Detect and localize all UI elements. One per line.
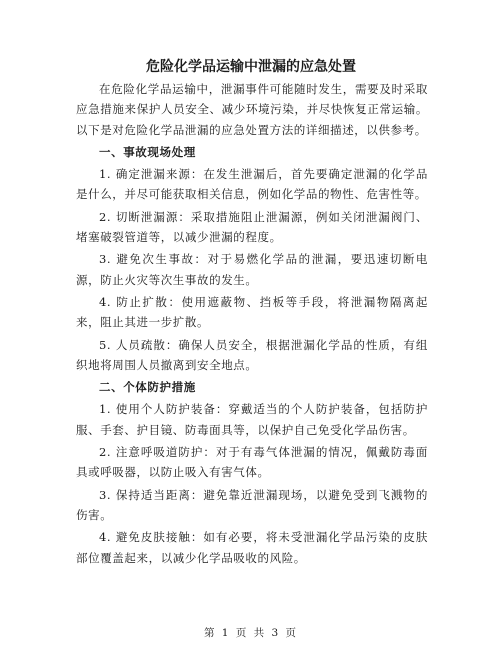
list-item: 3. 保持适当距离：避免靠近泄漏现场，以避免受到飞溅物的伤害。 [76, 487, 428, 522]
list-item: 4. 避免皮肤接触：如有必要，将未受泄漏化学品污染的皮肤部位覆盖起来，以减少化学品吸收的风险。 [76, 530, 428, 565]
list-item: 2. 注意呼吸道防护：对于有毒气体泄漏的情况，佩戴防毒面具或呼吸器，以防止吸入有害气体。 [76, 445, 428, 480]
list-item: 1. 使用个人防护装备：穿戴适当的个人防护装备，包括防护服、手套、护目镜、防毒面具等，以保护自己免受化学品伤害。 [76, 402, 428, 437]
page-footer: 第 1 页 共 3 页 [203, 627, 299, 639]
list-item: 5. 人员疏散：确保人员安全，根据泄漏化学品的性质，有组织地将周围人员撤离到安全地点。 [76, 337, 428, 372]
document-body [76, 79, 428, 570]
list-item: 3. 避免次生事故：对于易燃化学品的泄漏，要迅速切断电源，防止火灾等次生事故的发生。 [76, 252, 428, 287]
document-title: 危险化学品运输中泄漏的应急处置 [146, 59, 356, 75]
intro-paragraph: 在危险化学品运输中，泄漏事件可能随时发生，需要及时采取应急措施来保护人员安全、减少环境污染，并尽快恢复正常运输。以下是对危险化学品泄漏的应急处置方法的详细描述，以供参考。 [76, 82, 428, 137]
list-item: 4. 防止扩散：使用遮蔽物、挡板等手段，将泄漏物隔离起来，阻止其进一步扩散。 [76, 294, 428, 330]
section-heading-personal-protection: 二、个体防护措施 [99, 380, 196, 395]
list-item: 1. 确定泄漏来源：在发生泄漏后，首先要确定泄漏的化学品是什么，并尽可能获取相关信息，例如化学品的物性、危害性等。 [76, 167, 428, 202]
list-item: 2. 切断泄漏源：采取措施阻止泄漏源，例如关闭泄漏阀门、堵塞破裂管道等，以减少泄漏的程度。 [76, 209, 428, 245]
section-heading-scene-handling: 一、事故现场处理 [99, 144, 196, 159]
